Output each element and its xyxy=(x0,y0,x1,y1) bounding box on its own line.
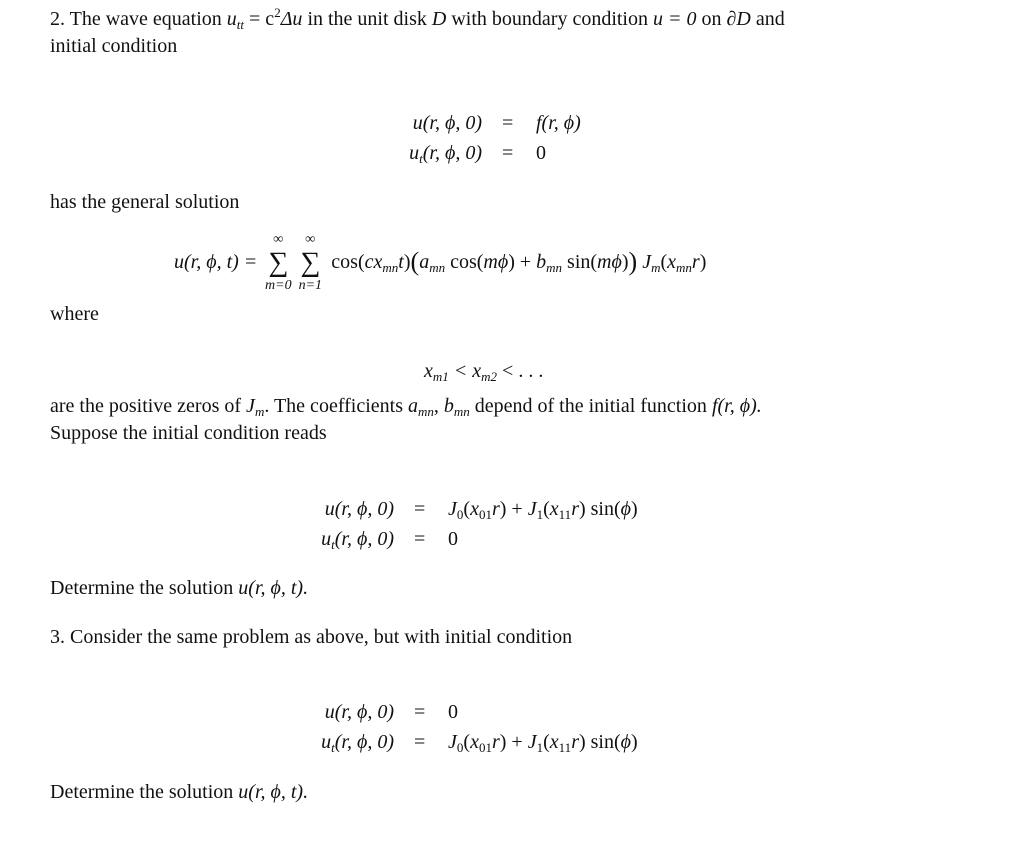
sum-over-m: ∞ ∑ m=0 xyxy=(265,232,292,294)
zeros-ordering: $x_{m1} < x_{m2}$ < . . . xyxy=(424,360,544,384)
coefficients-paragraph-line1: are the positive zeros of $J_m$. The coefficients $a_{mn}$, $b_{mn}$ depend of the initial function f(r, ϕ). xyxy=(50,395,762,419)
general-solution-formula: u(r, ϕ, t) = ∞ ∑ m=0 ∞ ∑ n=1 $\cos(cx_{mn}t)(a_{mn}$ $\cos(m\phi) + b_{mn}$ sin(mϕ)) $J_m(x_{mn}r)$ xyxy=(174,232,707,294)
problem3-intro: 3. Consider the same problem as above, but with initial condition xyxy=(50,626,573,648)
initial-condition-block-1: u(r, ϕ, 0) = f(r, ϕ) $u_t(r$, ϕ, 0) = 0 xyxy=(409,112,581,166)
sum-over-n: ∞ ∑ n=1 xyxy=(298,232,323,294)
where-text: where xyxy=(50,303,99,325)
coefficients-paragraph-line2: Suppose the initial condition reads xyxy=(50,422,327,444)
initial-condition-block-3: u(r, ϕ, 0) = 0 $u_t(r$, ϕ, 0) = $J_0(x_{01}r) + J_1(x_{11}r)$ sin(ϕ) xyxy=(321,701,638,755)
determine-solution-3: Determine the solution u(r, ϕ, t). xyxy=(50,781,309,803)
determine-solution-2: Determine the solution u(r, ϕ, t). xyxy=(50,577,309,599)
problem2-intro-line2: initial condition xyxy=(50,35,178,57)
problem2-intro-line1: 2. The wave equation $u_{tt} = c^2\Delta u$ in the unit disk D with boundary condition u = 0 on ∂D and xyxy=(50,5,785,32)
initial-condition-block-2: u(r, ϕ, 0) = $J_0(x_{01}r) + J_1(x_{11}r)$ sin(ϕ) $u_t(r$, ϕ, 0) = 0 xyxy=(321,498,638,552)
general-solution-text: has the general solution xyxy=(50,191,240,213)
